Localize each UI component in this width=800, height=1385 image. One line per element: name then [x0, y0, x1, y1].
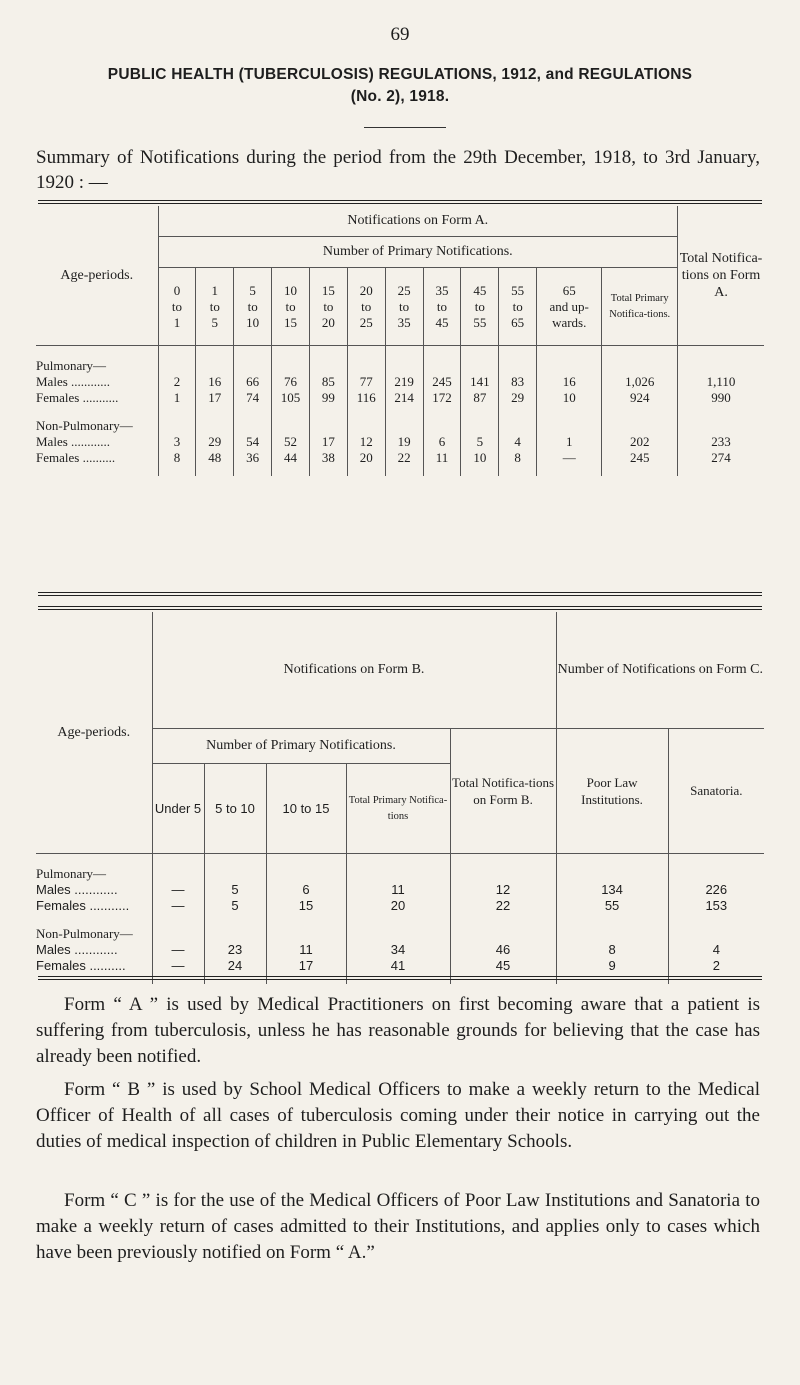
table-a-group-header: Notifications on Form A.: [158, 206, 678, 237]
table-a-group-label: Pulmonary—: [36, 358, 107, 373]
poor-law-header: Poor Law Institutions.: [556, 729, 668, 854]
title-line-1: PUBLIC HEALTH (TUBERCULOSIS) REGULATIONS, 1912, and REGULATIONS: [107, 66, 693, 83]
age-band-10-15: 10 to 15: [272, 268, 310, 346]
table-a-group-label: Non-Pulmonary—: [36, 418, 133, 433]
table-form-a: [36, 206, 764, 476]
intro-text: Summary of Notifications during the period from the 29th December, 1918, to 3rd January, 1920 : —: [36, 147, 760, 193]
sanatoria-header: Sanatoria.: [668, 729, 764, 854]
age-band-20-25: 20 to 25: [347, 268, 385, 346]
col-5-to-10: 5 to 10: [204, 764, 266, 854]
age-band-1-5: 1 to 5: [196, 268, 234, 346]
table-a-total-header: Total Notifica-tions on Form A.: [678, 206, 764, 346]
age-band-35-45: 35 to 45: [423, 268, 461, 346]
table-a-sub-header: Number of Primary Notifications.: [158, 237, 678, 268]
paragraph-form-a: Form “ A ” is used by Medical Practitioners on first becoming aware that a patient is suffering from tuberculosis, unless he has reasonable grounds for believing that the case has already been notified.: [36, 994, 760, 1067]
table-row: Males ............ 2 16 66 76 85 77 219 245 141 83 16 1,026 1,110: [36, 374, 764, 390]
title-line-2: (No. 2), 1918.: [350, 88, 450, 105]
table-b-stub-header: Age-periods.: [36, 612, 152, 854]
age-band-25-35: 25 to 35: [385, 268, 423, 346]
table-row: Females ........... 1 17 74 105 99 116 214 172 87 29 10 924 990: [36, 390, 764, 406]
table-b-bottom-rule: [38, 976, 762, 980]
table-b-primary-total-header: Total Primary Notifica-tions: [346, 764, 450, 854]
table-row: Males ............ 3 29 54 52 17 12 19 6 5 4 1 202 233: [36, 434, 764, 450]
paragraph-form-c: Form “ C ” is for the use of the Medical Officers of Poor Law Institutions and Sanatoria to make a weekly return of cases admitted to their Institutions, and applies only to cases which have been previously notified on Form “ A.”: [36, 1190, 760, 1263]
title-underline: [364, 127, 446, 128]
page-number: 69: [390, 24, 410, 45]
age-band-15-20: 15 to 20: [309, 268, 347, 346]
table-b-top-rule: [38, 606, 762, 610]
table-a-bottom-rule: [38, 592, 762, 596]
table-row: Females .......... — 24 17 41 45 9 2: [36, 958, 764, 974]
page-title: [60, 64, 740, 108]
table-row: Females .......... 8 48 36 44 38 20 22 11 10 8 — 245 274: [36, 450, 764, 466]
table-c-group-header: Number of Notifications on Form C.: [556, 612, 764, 729]
table-b-group-label: Pulmonary—: [36, 866, 107, 881]
age-band-0-1: 0 to 1: [158, 268, 196, 346]
table-b-group-header: Notifications on Form B.: [152, 612, 556, 729]
table-a-primary-total-header: Total Primary Notifica-tions.: [602, 268, 678, 346]
table-row: Males ............ — 5 6 11 12 134 226: [36, 882, 764, 898]
table-b-total-header: Total Notifica-tions on Form B.: [450, 729, 556, 854]
age-band-65-up: 65 and up- wards.: [537, 268, 602, 346]
age-band-55-65: 55 to 65: [499, 268, 537, 346]
table-b-group-label: Non-Pulmonary—: [36, 926, 133, 941]
age-band-5-10: 5 to 10: [234, 268, 272, 346]
table-form-b-c: [36, 612, 764, 984]
col-under-5: Under 5: [152, 764, 204, 854]
table-row: Females ........... — 5 15 20 22 55 153: [36, 898, 764, 914]
table-row: Males ............ — 23 11 34 46 8 4: [36, 942, 764, 958]
table-a-top-rule: [38, 200, 762, 204]
age-band-45-55: 45 to 55: [461, 268, 499, 346]
col-10-to-15: 10 to 15: [266, 764, 346, 854]
table-a-stub-header: Age-periods.: [36, 206, 158, 346]
table-b-sub-header: Number of Primary Notifications.: [152, 729, 450, 764]
paragraph-form-b: Form “ B ” is used by School Medical Officers to make a weekly return to the Medical Officer of Health of all cases of tuberculosis coming under their notice in carrying out the duties of medical inspection of children in Public Elementary Schools.: [36, 1079, 760, 1152]
